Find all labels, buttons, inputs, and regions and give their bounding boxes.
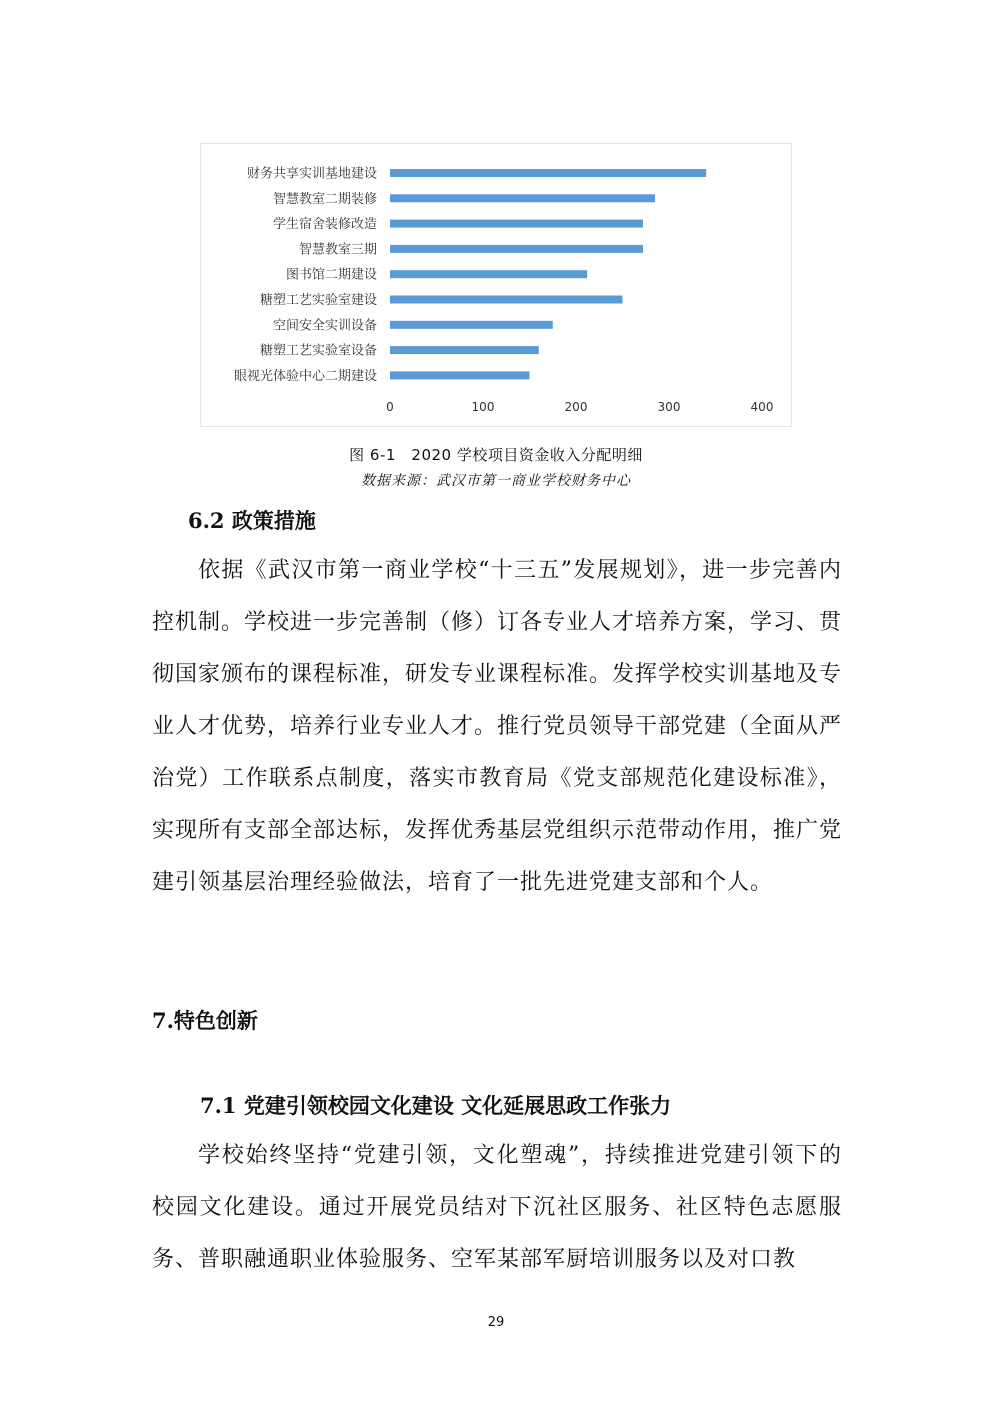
x-tick-label: 0	[386, 400, 394, 414]
bar	[390, 194, 655, 202]
bar-chart	[200, 143, 792, 427]
category-label: 智慧教室三期	[298, 242, 377, 258]
section-7-1-heading: 7.1 党建引领校园文化建设 文化延展思政工作张力	[200, 1093, 672, 1118]
section-6-2-body: 依据《武汉市第一商业学校“十三五”发展规划》，进一步完善内控机制。学校进一步完善制（修）订各专业人才培养方案，学习、贯彻国家颁布的课程标准，研发专业课程标准。发挥学校实训基地及专业人才优势，培养行业专业人才。推行党员领导干部党建（全面从严治党）工作联系点制度，落实市教育局《党支部规范化建设标准》，实现所有支部全部达标，发挥优秀基层党组织示范带动作用，推广党建引领基层治理经验做法，培育了一批先进党建支部和个人。	[152, 558, 843, 895]
x-tick-label: 100	[471, 400, 495, 414]
bar	[390, 346, 539, 354]
bar	[390, 169, 706, 177]
x-tick-label: 400	[750, 400, 774, 414]
bar	[390, 371, 530, 379]
section-6-2-heading: 6.2 政策措施	[188, 508, 316, 533]
category-label: 财务共享实训基地建设	[246, 166, 377, 182]
bar	[390, 321, 553, 329]
chart-canvas	[201, 144, 791, 426]
bar	[390, 270, 587, 278]
category-label: 空间安全实训设备	[272, 318, 377, 334]
figure-caption: 图 6-1 2020 学校项目资金收入分配明细	[349, 446, 643, 464]
bar	[390, 220, 643, 228]
bar	[390, 296, 623, 304]
category-label: 糖塑工艺实验室设备	[259, 343, 377, 359]
x-tick-label: 200	[564, 400, 588, 414]
category-label: 图书馆二期建设	[285, 267, 377, 283]
section-7-heading: 7.特色创新	[152, 1008, 258, 1033]
category-label: 眼视光体验中心二期建设	[233, 368, 377, 384]
section-7-1-body: 学校始终坚持“党建引领，文化塑魂”，持续推进党建引领下的校园文化建设。通过开展党员结对下沉社区服务、社区特色志愿服务、普职融通职业体验服务、空军某部军厨培训服务以及对口教	[152, 1143, 842, 1272]
category-label: 智慧教室二期装修	[272, 191, 377, 207]
page-number: 29	[487, 1315, 505, 1330]
figure-source: 数据来源：武汉市第一商业学校财务中心	[361, 473, 631, 489]
category-label: 学生宿舍装修改造	[272, 217, 377, 233]
x-tick-label: 300	[657, 400, 681, 414]
category-label: 糖塑工艺实验室建设	[259, 293, 377, 308]
bar	[390, 245, 643, 253]
